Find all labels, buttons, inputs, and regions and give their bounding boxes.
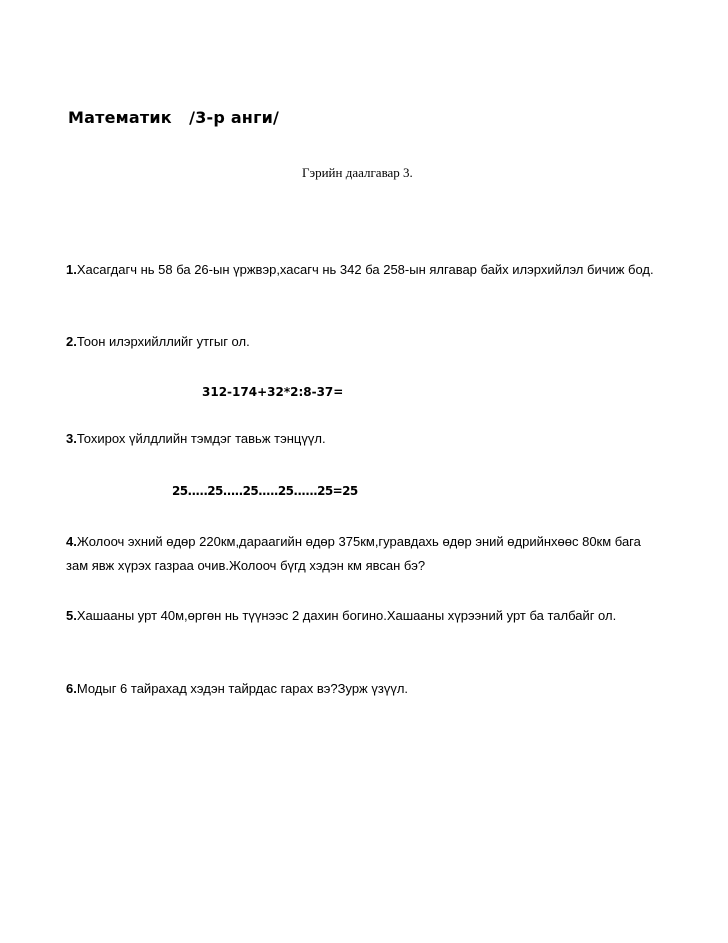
task-4	[66, 530, 666, 578]
task-1	[66, 258, 666, 282]
task-2	[66, 330, 666, 354]
page-subtitle: Гэрийн даалгавар 3.	[302, 165, 413, 180]
task-6	[66, 677, 666, 701]
task-3	[66, 427, 666, 451]
task-2-expression: 312-174+32*2:8-37=	[202, 385, 344, 399]
task-6-number: 6.	[66, 681, 77, 696]
task-6-text: Модыг 6 тайрахад хэдэн тайрдас гарах вэ?Зурж үзүүл.	[76, 681, 409, 696]
task-1-text: Хасагдагч нь 58 ба 26-ын үржвэр,хасагч нь 342 ба 258-ын ялгавар байх илэрхийлэл бичиж бод.	[76, 262, 654, 277]
task-5-number: 5.	[66, 608, 77, 623]
task-5	[66, 604, 666, 628]
task-2-text: Тоон илэрхийллийг утгыг ол.	[76, 334, 250, 349]
task-3-expression: 25.....25.....25.....25......25=25	[172, 484, 358, 498]
task-1-number: 1.	[66, 262, 77, 277]
task-3-text: Тохирох үйлдлийн тэмдэг тавьж тэнцүүл.	[76, 431, 326, 446]
task-5-text: Хашааны урт 40м,өргөн нь түүнээс 2 дахин богино.Хашааны хүрээний урт ба талбайг ол.	[76, 608, 617, 623]
task-4-number: 4.	[66, 534, 77, 549]
page-title: Математик /3-р анги/	[68, 108, 280, 127]
task-2-number: 2.	[66, 334, 77, 349]
task-3-number: 3.	[66, 431, 77, 446]
task-4-text: Жолооч эхний өдөр 220км,дараагийн өдөр 375км,гуравдахь өдөр эний өдрийнхөөс 80км бага зам явж хүрэх газраа очив.Жолооч бүгд хэдэн км явсан бэ?	[66, 534, 641, 573]
